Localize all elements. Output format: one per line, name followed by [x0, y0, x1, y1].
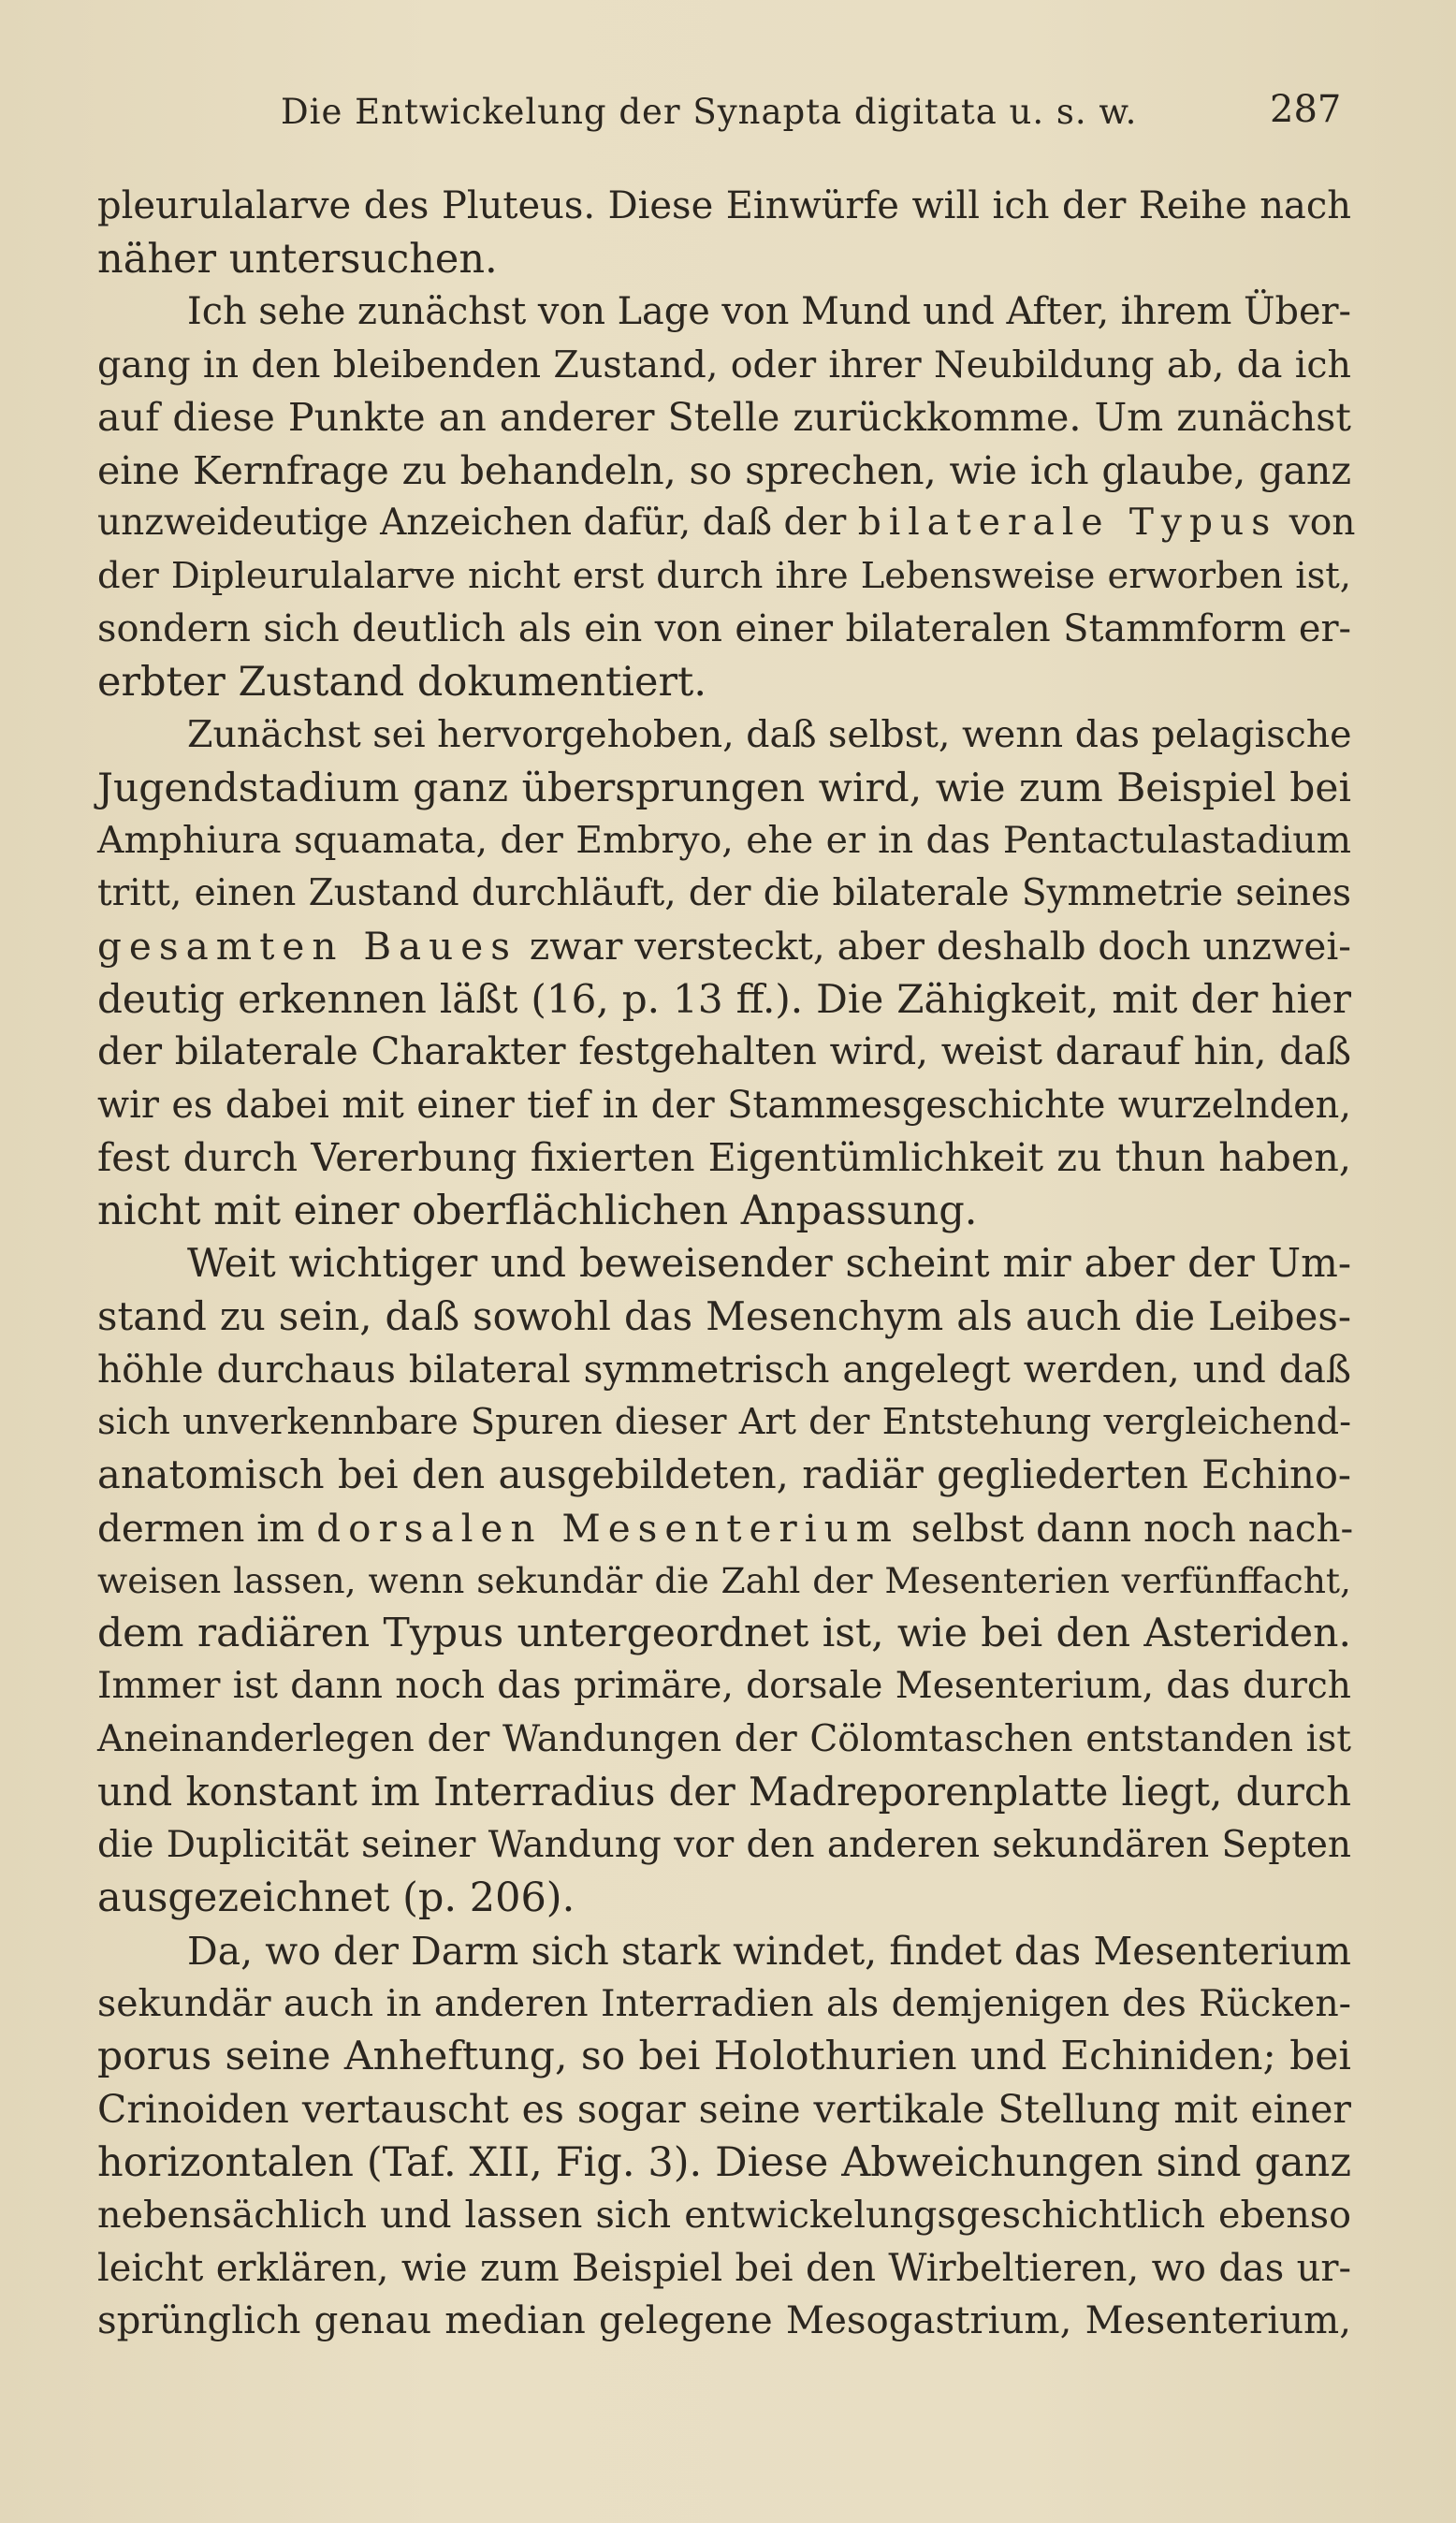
- text-line: Aneinanderlegen der Wandungen der Cölomtaschen entstanden ist: [97, 1717, 1351, 1760]
- text-line: nebensächlich und lassen sich entwickelungsgeschichtlich ebenso: [97, 2194, 1351, 2237]
- text-line: fest durch Vererbung fixierten Eigentümlichkeit zu thun haben,: [97, 1135, 1351, 1180]
- text-line: weisen lassen, wenn sekundär die Zahl der Mesenterien verfünffacht,: [97, 1560, 1351, 1601]
- text-line: Crinoiden vertauscht es sogar seine vertikale Stellung mit einer: [97, 2087, 1351, 2132]
- text-line: Amphiura squamata, der Embryo, ehe er in das Pentactulastadium: [97, 819, 1351, 862]
- text-line: ausgezeichnet (p. 206).: [97, 1874, 575, 1921]
- text-line: wir es dabei mit einer tief in der Stammesgeschichte wurzelnden,: [97, 1083, 1351, 1127]
- text-line: erbter Zustand dokumentiert.: [97, 658, 706, 706]
- text-line: Immer ist dann noch das primäre, dorsale Mesenterium, das durch: [97, 1665, 1351, 1707]
- text-line: der bilaterale Charakter festgehalten wird, weist darauf hin, daß: [97, 1029, 1351, 1073]
- spaced-emphasis: gesamten Baues: [97, 924, 517, 969]
- text-line: [97, 1502, 1354, 1555]
- text-line: [97, 497, 1356, 550]
- spaced-emphasis: bilaterale Typus: [857, 502, 1278, 544]
- text-line: tritt, einen Zustand durchläuft, der die bilaterale Symmetrie seines: [97, 871, 1351, 914]
- text-line: Jugendstadium ganz übersprungen wird, wie zum Beispiel bei: [97, 764, 1351, 810]
- text-line: Ich sehe zunächst von Lage von Mund und After, ihrem Über-: [187, 290, 1351, 333]
- text-line: horizontalen (Taf. XII, Fig. 3). Diese Abweichungen sind ganz: [97, 2138, 1351, 2186]
- text-line: eine Kernfrage zu behandeln, so sprechen, wie ich glaube, ganz: [97, 447, 1351, 493]
- text-line: und konstant im Interradius der Madreporenplatte liegt, durch: [97, 1769, 1351, 1815]
- text-line: anatomisch bei den ausgebildeten, radiär gegliederten Echino-: [97, 1451, 1351, 1497]
- text-line: näher untersuchen.: [97, 235, 498, 283]
- text-line: auf diese Punkte an anderer Stelle zurückkomme. Um zunächst: [97, 395, 1351, 440]
- line-segment: dermen im: [97, 1505, 317, 1551]
- text-line: [97, 920, 1351, 973]
- text-line: nicht mit einer oberflächlichen Anpassung.: [97, 1187, 978, 1234]
- text-line: Da, wo der Darm sich stark windet, findet das Mesenterium: [187, 1928, 1351, 1974]
- line-segment: unzweideutige Anzeichen dafür, daß der: [97, 502, 858, 544]
- text-line: höhle durchaus bilateral symmetrisch angelegt werden, und daß: [97, 1347, 1351, 1392]
- text-line: dem radiären Typus untergeordnet ist, wie bei den Asteriden.: [97, 1610, 1351, 1656]
- text-line: sich unverkennbare Spuren dieser Art der Entstehung vergleichend-: [97, 1401, 1351, 1443]
- body-text: [97, 180, 1356, 2348]
- text-line: der Dipleurulalarve nicht erst durch ihre Lebensweise erworben ist,: [97, 554, 1351, 597]
- text-line: leicht erklären, wie zum Beispiel bei den Wirbeltieren, wo das ur-: [97, 2246, 1351, 2290]
- text-line: gang in den bleibenden Zustand, oder ihrer Neubildung ab, da ich: [97, 343, 1351, 386]
- page-number: 287: [1270, 88, 1342, 131]
- text-line: die Duplicität seiner Wandung vor den anderen sekundären Septen: [97, 1823, 1351, 1866]
- text-line: sekundär auch in anderen Interradien als demjenigen des Rücken-: [97, 1982, 1351, 2025]
- text-line: porus seine Anheftung, so bei Holothurien und Echiniden; bei: [97, 2033, 1351, 2079]
- text-line: Zunächst sei hervorgehoben, daß selbst, wenn das pelagische: [187, 713, 1352, 756]
- line-segment: von: [1277, 502, 1356, 544]
- line-segment: zwar versteckt, aber deshalb doch unzwei-: [517, 924, 1351, 969]
- text-line: deutig erkennen läßt (16, p. 13 ff.). Die Zähigkeit, mit der hier: [97, 975, 1351, 1022]
- line-segment: selbst dann noch nach-: [899, 1505, 1354, 1551]
- running-header: Die Entwickelung der Synapta digitata u. s. w.: [281, 92, 1138, 132]
- text-line: stand zu sein, daß sowohl das Mesenchym als auch die Leibes-: [97, 1292, 1351, 1339]
- spaced-emphasis: dorsalen Mesenterium: [316, 1505, 899, 1551]
- text-line: sondern sich deutlich als ein von einer bilateralen Stammform er-: [97, 607, 1351, 650]
- text-line: Weit wichtiger und beweisender scheint mir aber der Um-: [187, 1240, 1351, 1286]
- text-line: pleurulalarve des Pluteus. Diese Einwürfe will ich der Reihe nach: [97, 184, 1351, 227]
- text-line: sprünglich genau median gelegene Mesogastrium, Mesenterium,: [97, 2299, 1351, 2342]
